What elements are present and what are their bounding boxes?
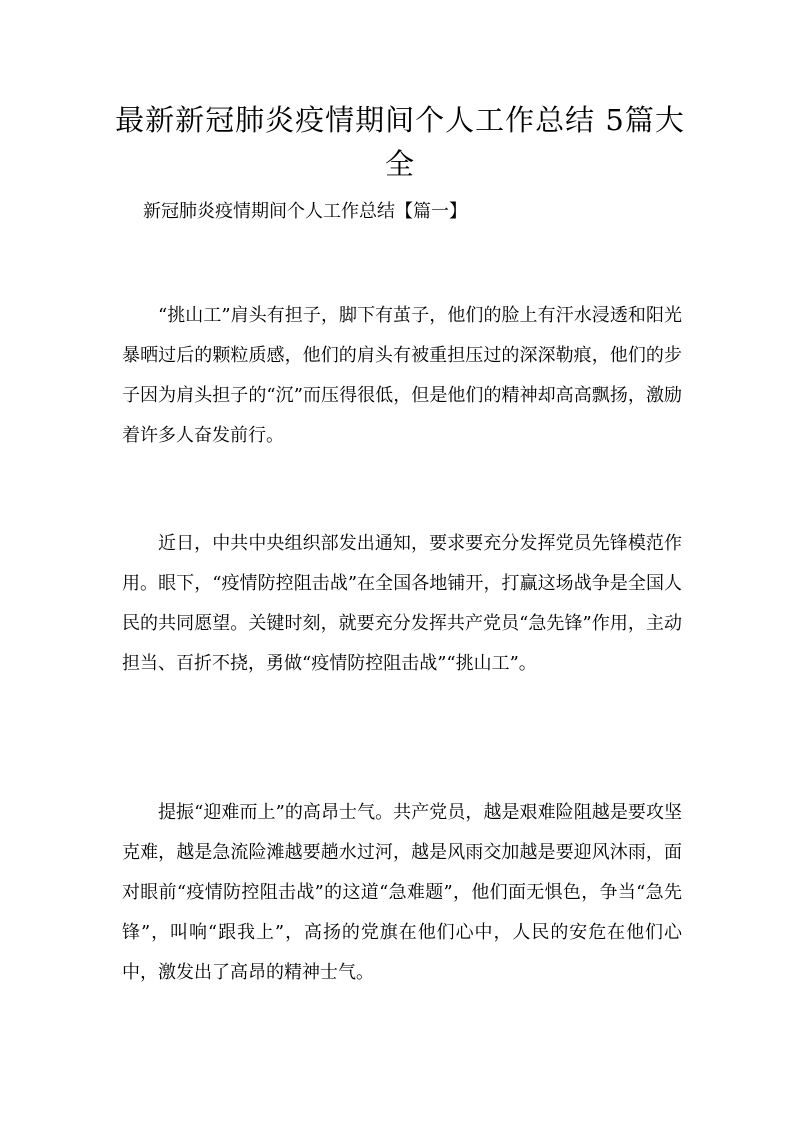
paragraph-3: 提振“迎难而上”的高昂士气。共产党员，越是艰难险阻越是要攻坚克难，越是急流险滩越要趟水过河，越是风雨交加越是要迎风沐雨，面对眼前“疫情防控阻击战”的这道“急难题”，他们面无惧色，争当“急先锋”，叫响“跟我上”，高扬的党旗在他们心中，人民的安危在他们心中，激发出了高昂的精神士气。 [122,802,682,983]
section-heading: 新冠肺炎疫情期间个人工作总结【篇一】 [143,201,467,222]
document-title: 最新新冠肺炎疫情期间个人工作总结 5篇大全 [115,103,685,181]
paragraph-1: “挑山工”肩头有担子，脚下有茧子，他们的脸上有汗水浸透和阳光暴晒过后的颗粒质感，他们的肩头有被重担压过的深深勒痕，他们的步子因为肩头担子的“沉”而压得很低，但是他们的精神却高高飘扬，激励着许多人奋发前行。 [122,305,682,446]
paragraph-2: 近日，中共中央组织部发出通知，要求要充分发挥党员先锋模范作用。眼下，“疫情防控阻击战”在全国各地铺开，打赢这场战争是全国人民的共同愿望。关键时刻，就要充分发挥共产党员“急先锋”作用，主动担当、百折不挠，勇做“疫情防控阻击战”“挑山工”。 [122,533,682,674]
